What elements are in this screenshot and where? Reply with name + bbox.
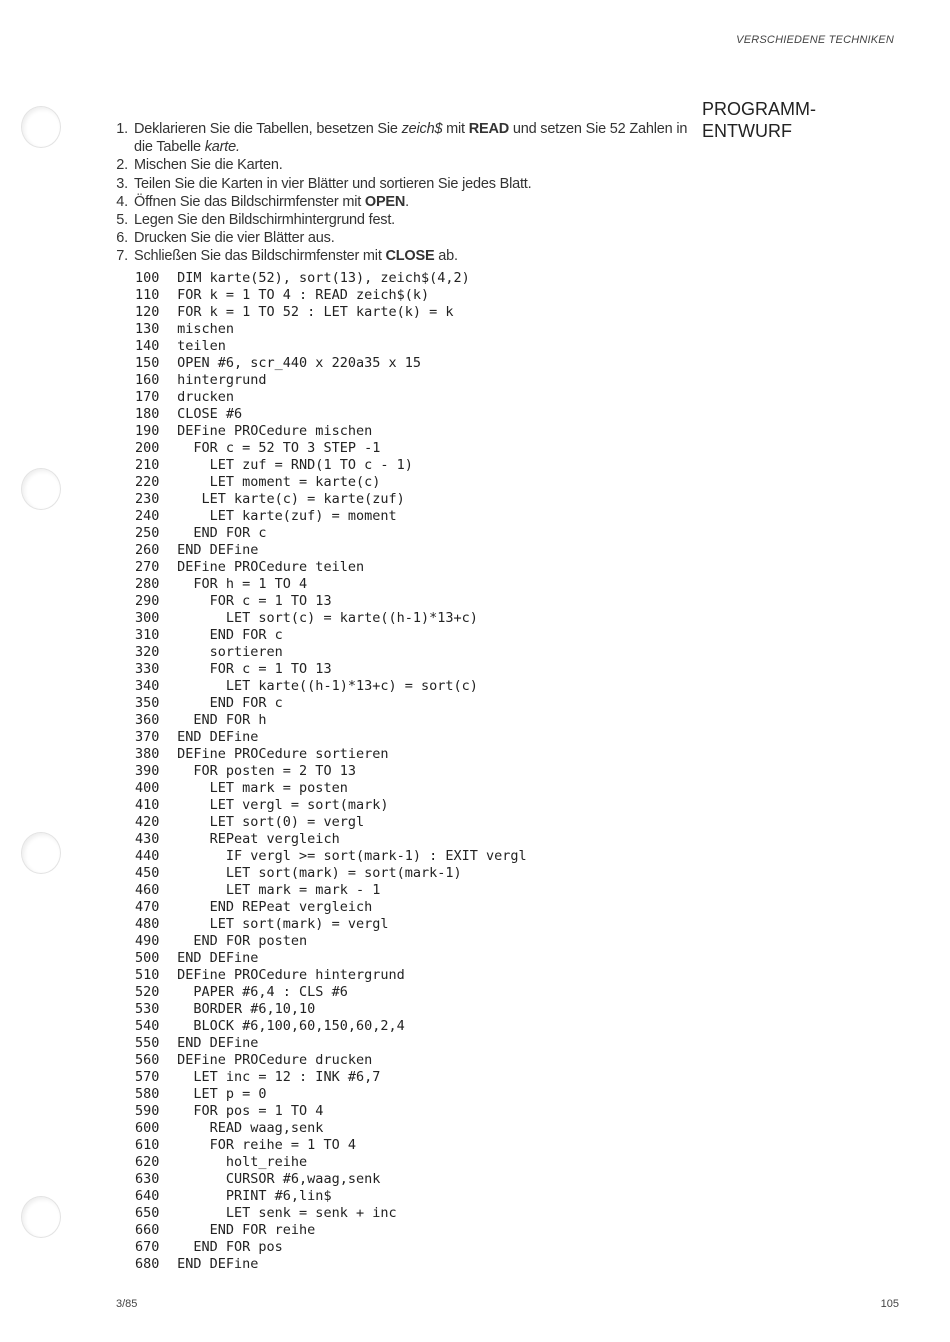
code-text: teilen xyxy=(177,338,226,354)
code-text: FOR c = 52 TO 3 STEP -1 xyxy=(177,440,381,456)
line-number: 250 xyxy=(135,525,160,541)
code-text: FOR pos = 1 TO 4 xyxy=(177,1103,324,1119)
line-number: 170 xyxy=(135,389,160,405)
line-number: 260 xyxy=(135,542,160,558)
line-number: 270 xyxy=(135,559,160,575)
code-line xyxy=(135,542,527,559)
code-text: mischen xyxy=(177,321,235,337)
code-text: LET sort(0) = vergl xyxy=(177,814,365,830)
code-line xyxy=(135,508,527,525)
code-line xyxy=(135,1120,527,1137)
step-text: Legen Sie den Bildschirmhintergrund fest. xyxy=(134,212,396,229)
code-line xyxy=(135,525,527,542)
section-title-line1: PROGRAMM- xyxy=(702,99,816,119)
code-text: LET karte(c) = karte(zuf) xyxy=(177,491,405,507)
code-line xyxy=(135,899,527,916)
section-title xyxy=(702,98,816,142)
code-text: FOR reihe = 1 TO 4 xyxy=(177,1137,356,1153)
code-line xyxy=(135,355,527,372)
line-number: 480 xyxy=(135,916,160,932)
code-text: drucken xyxy=(177,389,235,405)
code-line xyxy=(135,950,527,967)
code-line xyxy=(135,661,527,678)
code-line xyxy=(135,1069,527,1086)
step-text: Öffnen Sie das Bildschirmfenster mit xyxy=(134,193,365,210)
line-number: 220 xyxy=(135,474,160,490)
line-number: 420 xyxy=(135,814,160,830)
code-line xyxy=(135,712,527,729)
code-line xyxy=(135,933,527,950)
line-number: 300 xyxy=(135,610,160,626)
line-number: 380 xyxy=(135,746,160,762)
code-line xyxy=(135,321,527,338)
line-number: 400 xyxy=(135,780,160,796)
code-text: END DEFine xyxy=(177,1256,259,1272)
line-number: 280 xyxy=(135,576,160,592)
code-text: END FOR posten xyxy=(177,933,308,949)
code-text: LET moment = karte(c) xyxy=(177,474,381,490)
step-number: 3. xyxy=(116,175,128,192)
code-text: sortieren xyxy=(177,644,283,660)
code-text: END FOR reihe xyxy=(177,1222,316,1238)
line-number: 150 xyxy=(135,355,160,371)
code-line xyxy=(135,678,527,695)
line-number: 590 xyxy=(135,1103,160,1119)
code-line xyxy=(135,1188,527,1205)
binder-hole-4 xyxy=(21,1196,61,1238)
program-steps-list xyxy=(112,120,692,266)
code-line xyxy=(135,882,527,899)
code-line xyxy=(135,304,527,321)
line-number: 610 xyxy=(135,1137,160,1153)
code-text: END FOR c xyxy=(177,695,283,711)
code-text: READ waag,senk xyxy=(177,1120,324,1136)
code-line xyxy=(135,1052,527,1069)
code-line xyxy=(135,559,527,576)
code-text: CLOSE #6 xyxy=(177,406,243,422)
code-line xyxy=(135,831,527,848)
code-line xyxy=(135,1256,527,1273)
step-number: 7. xyxy=(116,248,128,265)
step-text: Teilen Sie die Karten in vier Blätter und sortieren Sie jedes Blatt. xyxy=(134,175,532,192)
code-line xyxy=(135,780,527,797)
code-line xyxy=(135,729,527,746)
step-item xyxy=(112,156,692,174)
code-line xyxy=(135,644,527,661)
code-line xyxy=(135,576,527,593)
line-number: 550 xyxy=(135,1035,160,1051)
line-number: 200 xyxy=(135,440,160,456)
line-number: 140 xyxy=(135,338,160,354)
code-line xyxy=(135,746,527,763)
code-text: LET zuf = RND(1 TO c - 1) xyxy=(177,457,413,473)
code-line xyxy=(135,848,527,865)
code-line xyxy=(135,695,527,712)
code-line xyxy=(135,967,527,984)
line-number: 120 xyxy=(135,304,160,320)
line-number: 450 xyxy=(135,865,160,881)
line-number: 510 xyxy=(135,967,160,983)
step-text: Mischen Sie die Karten. xyxy=(134,157,283,174)
code-text: LET vergl = sort(mark) xyxy=(177,797,389,813)
footer-date: 3/85 xyxy=(116,1298,138,1310)
code-line xyxy=(135,1154,527,1171)
line-number: 350 xyxy=(135,695,160,711)
code-line xyxy=(135,984,527,1001)
step-text: Schließen Sie das Bildschirmfenster mit xyxy=(134,248,386,265)
code-line xyxy=(135,389,527,406)
line-number: 520 xyxy=(135,984,160,1000)
step-item xyxy=(112,211,692,229)
code-line xyxy=(135,457,527,474)
code-text: END DEFine xyxy=(177,1035,259,1051)
code-line xyxy=(135,1001,527,1018)
code-line xyxy=(135,1137,527,1154)
code-line xyxy=(135,627,527,644)
code-text: holt_reihe xyxy=(177,1154,308,1170)
step-number: 6. xyxy=(116,230,128,247)
code-text: LET senk = senk + inc xyxy=(177,1205,397,1221)
line-number: 680 xyxy=(135,1256,160,1272)
running-header: VERSCHIEDENE TECHNIKEN xyxy=(736,34,894,46)
step-item xyxy=(112,229,692,247)
line-number: 390 xyxy=(135,763,160,779)
line-number: 460 xyxy=(135,882,160,898)
code-line xyxy=(135,1239,527,1256)
code-line xyxy=(135,763,527,780)
line-number: 330 xyxy=(135,661,160,677)
step-text: CLOSE xyxy=(385,248,435,265)
code-text: BORDER #6,10,10 xyxy=(177,1001,316,1017)
step-text: Deklarieren Sie die Tabellen, besetzen Sie xyxy=(134,121,402,137)
code-line xyxy=(135,593,527,610)
code-text: LET sort(mark) = sort(mark-1) xyxy=(177,865,462,881)
code-text: FOR k = 1 TO 4 : READ zeich$(k) xyxy=(177,287,430,303)
code-text: DIM karte(52), sort(13), zeich$(4,2) xyxy=(177,270,470,286)
section-title-line2: ENTWURF xyxy=(702,121,792,141)
code-line xyxy=(135,814,527,831)
code-line xyxy=(135,338,527,355)
line-number: 600 xyxy=(135,1120,160,1136)
line-number: 470 xyxy=(135,899,160,915)
line-number: 370 xyxy=(135,729,160,745)
step-text: . xyxy=(405,193,410,210)
line-number: 500 xyxy=(135,950,160,966)
code-text: FOR h = 1 TO 4 xyxy=(177,576,308,592)
code-line xyxy=(135,270,527,287)
step-number: 2. xyxy=(116,157,128,174)
code-text: DEFine PROCedure drucken xyxy=(177,1052,373,1068)
code-line xyxy=(135,1171,527,1188)
line-number: 620 xyxy=(135,1154,160,1170)
line-number: 160 xyxy=(135,372,160,388)
step-item xyxy=(112,247,692,265)
code-line xyxy=(135,287,527,304)
code-text: FOR k = 1 TO 52 : LET karte(k) = k xyxy=(177,304,454,320)
code-text: DEFine PROCedure sortieren xyxy=(177,746,389,762)
binder-hole-3 xyxy=(21,832,61,874)
code-line xyxy=(135,406,527,423)
code-text: OPEN #6, scr_440 x 220a35 x 15 xyxy=(177,355,421,371)
code-line xyxy=(135,1018,527,1035)
code-text: LET sort(mark) = vergl xyxy=(177,916,389,932)
code-text: END DEFine xyxy=(177,950,259,966)
line-number: 230 xyxy=(135,491,160,507)
code-text: FOR c = 1 TO 13 xyxy=(177,593,332,609)
line-number: 660 xyxy=(135,1222,160,1238)
code-line xyxy=(135,1035,527,1052)
line-number: 630 xyxy=(135,1171,160,1187)
page-number: 105 xyxy=(880,1298,899,1310)
step-text: und setzen Sie 52 Zahlen in die Tabelle xyxy=(134,121,688,156)
code-text: END DEFine xyxy=(177,729,259,745)
code-text: END FOR pos xyxy=(177,1239,283,1255)
step-text: READ xyxy=(468,121,510,137)
line-number: 560 xyxy=(135,1052,160,1068)
line-number: 490 xyxy=(135,933,160,949)
code-text: END FOR c xyxy=(177,525,267,541)
code-text: END FOR h xyxy=(177,712,267,728)
code-line xyxy=(135,491,527,508)
line-number: 100 xyxy=(135,270,160,286)
code-text: IF vergl >= sort(mark-1) : EXIT vergl xyxy=(177,848,527,864)
line-number: 210 xyxy=(135,457,160,473)
step-text: Drucken Sie die vier Blätter aus. xyxy=(134,230,335,247)
line-number: 650 xyxy=(135,1205,160,1221)
code-line xyxy=(135,1086,527,1103)
basic-code-listing xyxy=(135,270,527,1273)
line-number: 290 xyxy=(135,593,160,609)
step-item xyxy=(112,120,692,156)
line-number: 440 xyxy=(135,848,160,864)
code-text: LET karte(zuf) = moment xyxy=(177,508,397,524)
line-number: 540 xyxy=(135,1018,160,1034)
line-number: 130 xyxy=(135,321,160,337)
code-line xyxy=(135,372,527,389)
code-text: END REPeat vergleich xyxy=(177,899,373,915)
code-text: LET mark = posten xyxy=(177,780,348,796)
code-text: REPeat vergleich xyxy=(177,831,340,847)
code-text: LET inc = 12 : INK #6,7 xyxy=(177,1069,381,1085)
step-number: 4. xyxy=(116,193,128,210)
code-line xyxy=(135,440,527,457)
line-number: 310 xyxy=(135,627,160,643)
code-line xyxy=(135,916,527,933)
code-text: LET mark = mark - 1 xyxy=(177,882,381,898)
line-number: 530 xyxy=(135,1001,160,1017)
binder-hole-2 xyxy=(21,468,61,510)
binder-hole-1 xyxy=(21,106,61,148)
code-line xyxy=(135,474,527,491)
code-text: FOR c = 1 TO 13 xyxy=(177,661,332,677)
step-number: 1. xyxy=(116,121,128,137)
step-text: karte. xyxy=(204,139,240,156)
code-line xyxy=(135,1222,527,1239)
code-line xyxy=(135,797,527,814)
step-item xyxy=(112,175,692,193)
code-text: LET p = 0 xyxy=(177,1086,267,1102)
line-number: 190 xyxy=(135,423,160,439)
step-text: mit xyxy=(442,121,469,137)
line-number: 320 xyxy=(135,644,160,660)
code-text: END DEFine xyxy=(177,542,259,558)
code-text: LET sort(c) = karte((h-1)*13+c) xyxy=(177,610,478,626)
line-number: 110 xyxy=(135,287,160,303)
code-text: END FOR c xyxy=(177,627,283,643)
line-number: 340 xyxy=(135,678,160,694)
line-number: 670 xyxy=(135,1239,160,1255)
step-text: OPEN xyxy=(364,193,406,210)
code-text: DEFine PROCedure mischen xyxy=(177,423,373,439)
line-number: 580 xyxy=(135,1086,160,1102)
code-line xyxy=(135,610,527,627)
code-text: FOR posten = 2 TO 13 xyxy=(177,763,356,779)
line-number: 570 xyxy=(135,1069,160,1085)
code-text: CURSOR #6,waag,senk xyxy=(177,1171,381,1187)
line-number: 410 xyxy=(135,797,160,813)
code-text: hintergrund xyxy=(177,372,267,388)
code-line xyxy=(135,423,527,440)
line-number: 360 xyxy=(135,712,160,728)
code-text: PRINT #6,lin$ xyxy=(177,1188,332,1204)
step-text: zeich$ xyxy=(401,121,443,137)
code-text: DEFine PROCedure hintergrund xyxy=(177,967,405,983)
line-number: 640 xyxy=(135,1188,160,1204)
code-text: LET karte((h-1)*13+c) = sort(c) xyxy=(177,678,478,694)
code-text: BLOCK #6,100,60,150,60,2,4 xyxy=(177,1018,405,1034)
code-line xyxy=(135,1103,527,1120)
step-number: 5. xyxy=(116,212,128,229)
line-number: 430 xyxy=(135,831,160,847)
code-line xyxy=(135,865,527,882)
line-number: 180 xyxy=(135,406,160,422)
code-line xyxy=(135,1205,527,1222)
line-number: 240 xyxy=(135,508,160,524)
code-text: DEFine PROCedure teilen xyxy=(177,559,365,575)
code-text: PAPER #6,4 : CLS #6 xyxy=(177,984,348,1000)
step-item xyxy=(112,193,692,211)
step-text: ab. xyxy=(434,248,458,265)
